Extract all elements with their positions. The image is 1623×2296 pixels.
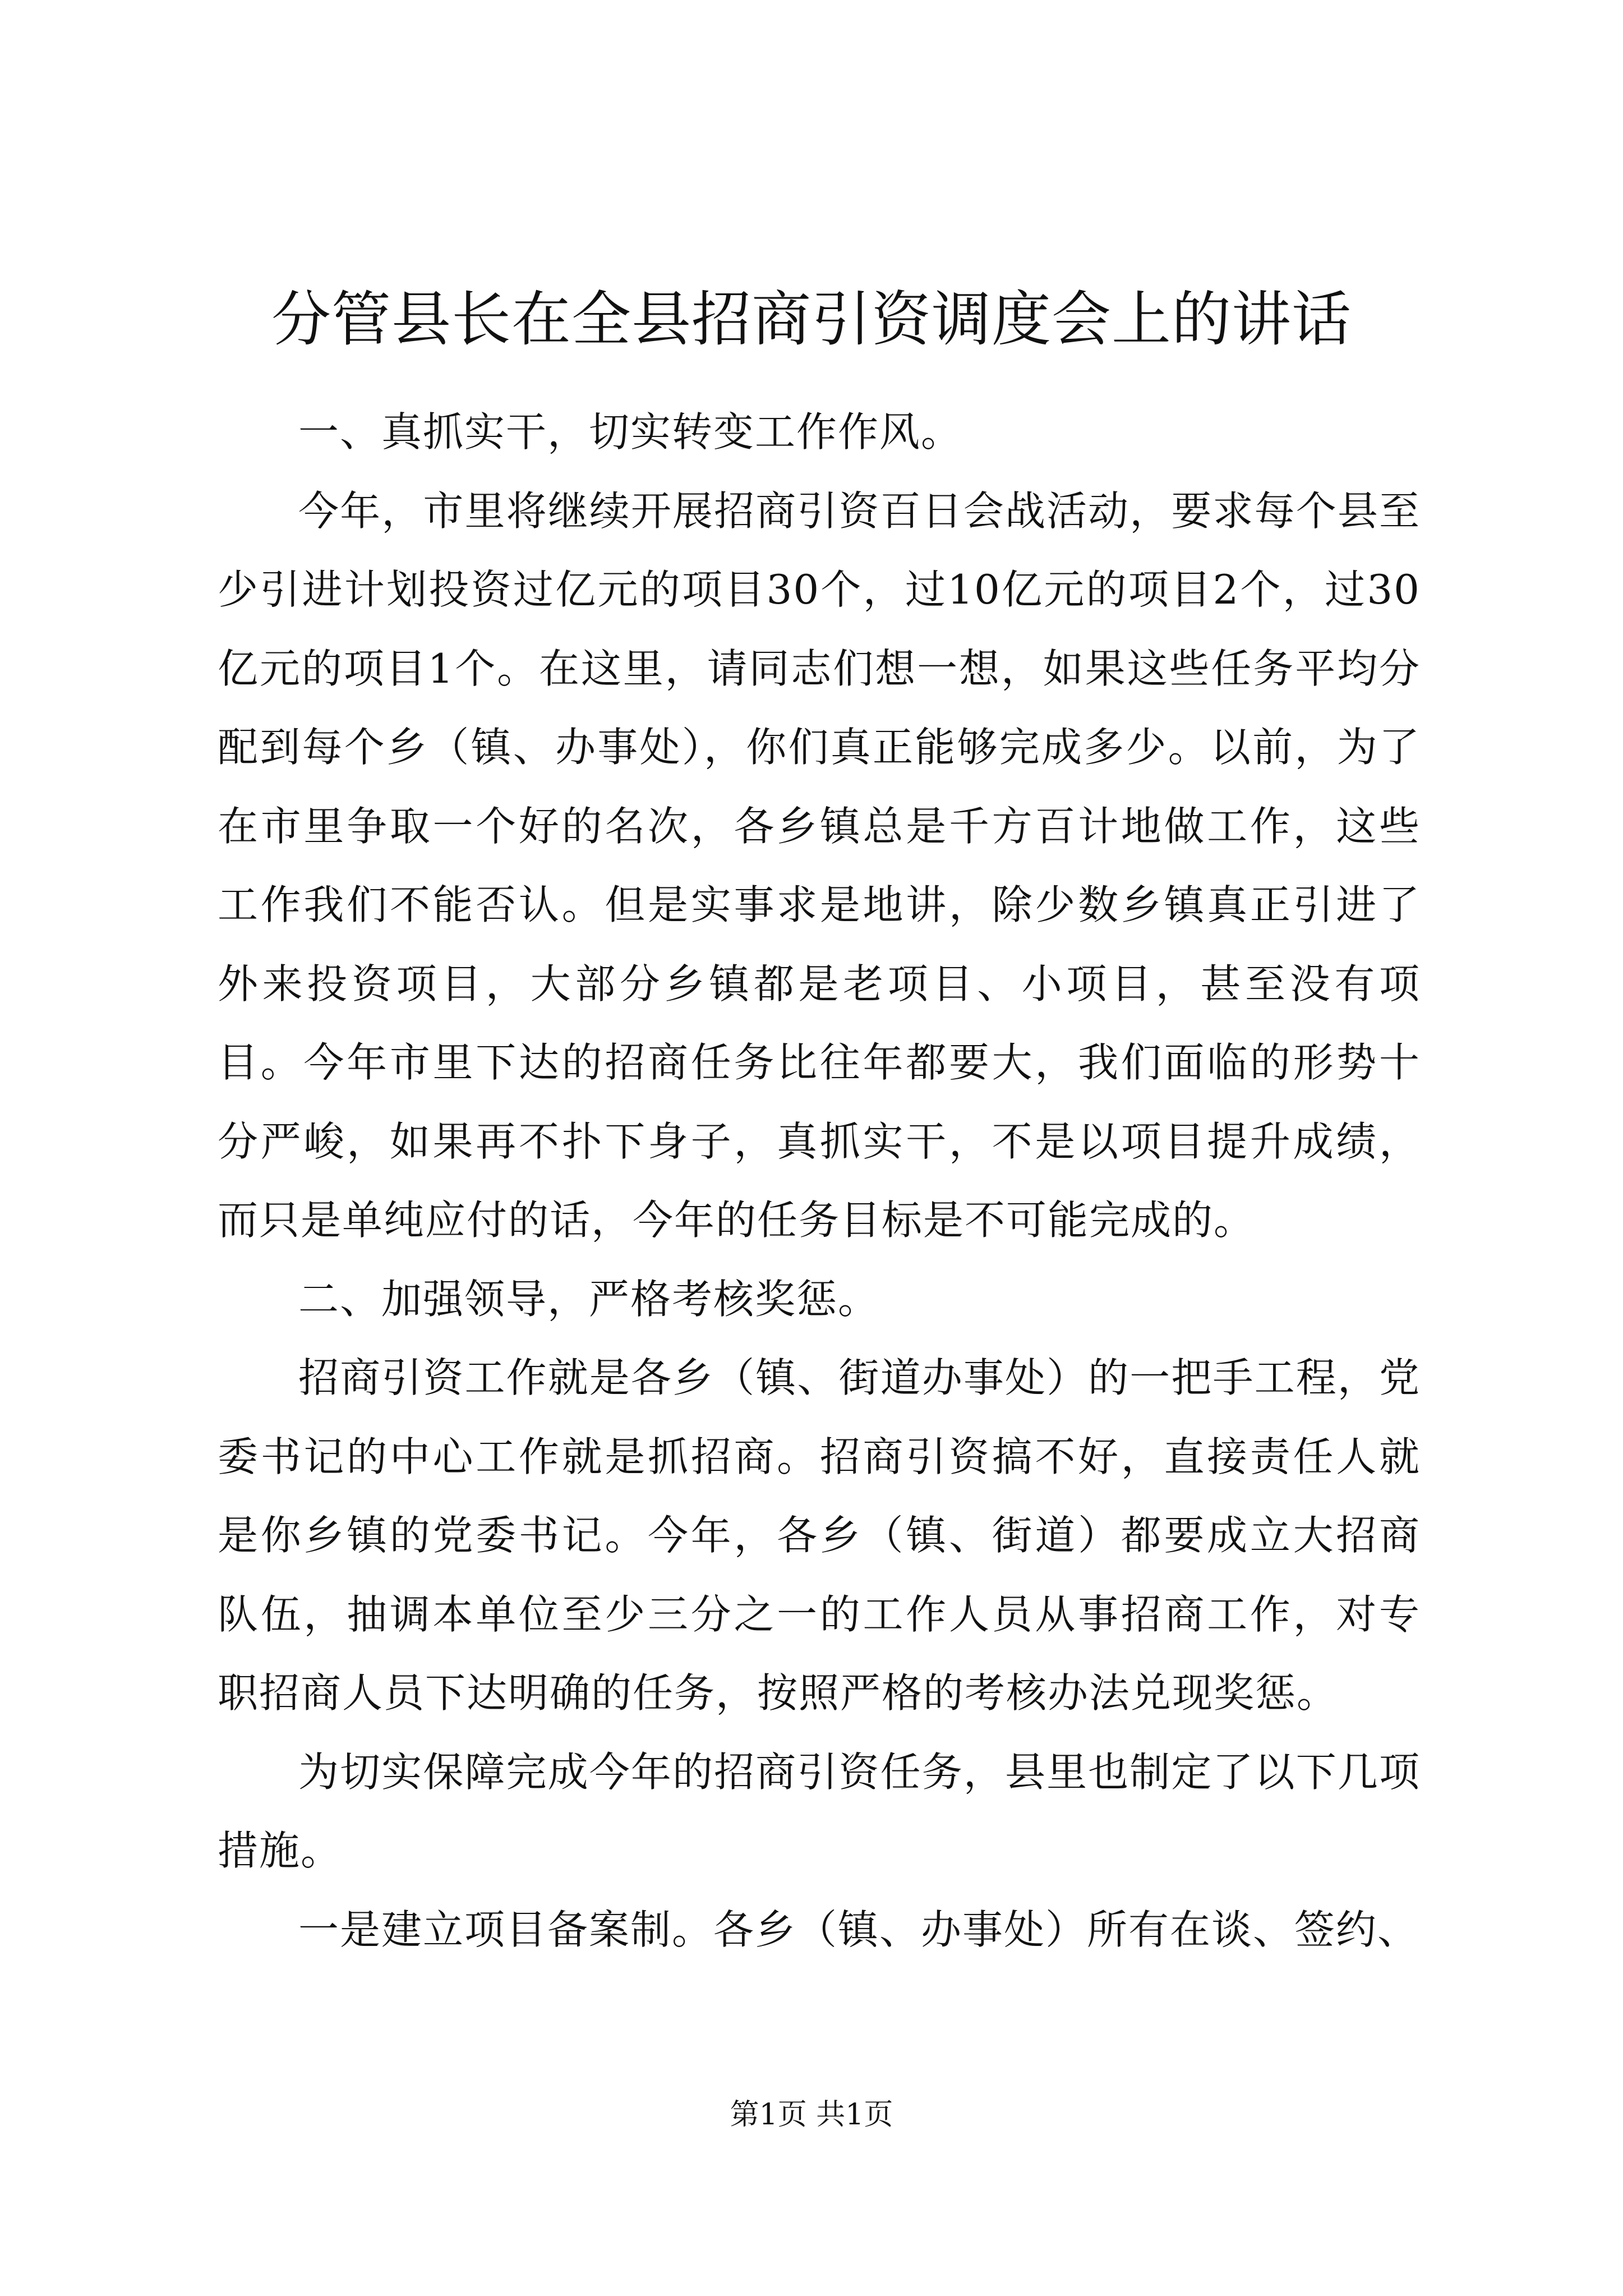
paragraph-2: 招商引资工作就是各乡（镇、街道办事处）的一把手工程，党委书记的中心工作就是抓招商。招商引资搞不好，直接责任人就是你乡镇的党委书记。今年，各乡（镇、街道）都要成立大招商队伍，抽调本单位至少三分之一的工作人员从事招商工作，对专职招商人员下达明确的任务，按照严格的考核办法兑现奖惩。 bbox=[218, 1354, 1421, 1717]
document-title: 分管县长在全县招商引资调度会上的讲话 bbox=[271, 285, 1352, 354]
page-footer: 第1页 共1页 bbox=[730, 2098, 893, 2132]
section-heading-1: 一、真抓实干，切实转变工作作风。 bbox=[298, 408, 963, 455]
paragraph-4: 一是建立项目备案制。各乡（镇、办事处）所有在谈、签约、 bbox=[298, 1906, 1419, 1953]
section-heading-2: 二、加强领导，严格考核奖惩。 bbox=[298, 1275, 880, 1323]
paragraph-3: 为切实保障完成今年的招商引资任务，县里也制定了以下几项措施。 bbox=[218, 1748, 1421, 1874]
paragraph-1: 今年，市里将继续开展招商引资百日会战活动，要求每个县至少引进计划投资过亿元的项目30个，过10亿元的项目2个，过30亿元的项目1个。在这里，请同志们想一想，如果这些任务平均分配到每个乡（镇、办事处），你们真正能够完成多少。以前，为了在市里争取一个好的名次，各乡镇总是千方百计地做工作，这些工作我们不能否认。但是实事求是地讲，除少数乡镇真正引进了外来投资项目，大部分乡镇都是老项目、小项目，甚至没有项目。今年市里下达的招商任务比往年都要大，我们面临的形势十分严峻，如果再不扑下身子，真抓实干，不是以项目提升成绩，而只是单纯应付的话，今年的任务目标是不可能完成的。 bbox=[218, 487, 1421, 1244]
document-body bbox=[218, 393, 1421, 1969]
